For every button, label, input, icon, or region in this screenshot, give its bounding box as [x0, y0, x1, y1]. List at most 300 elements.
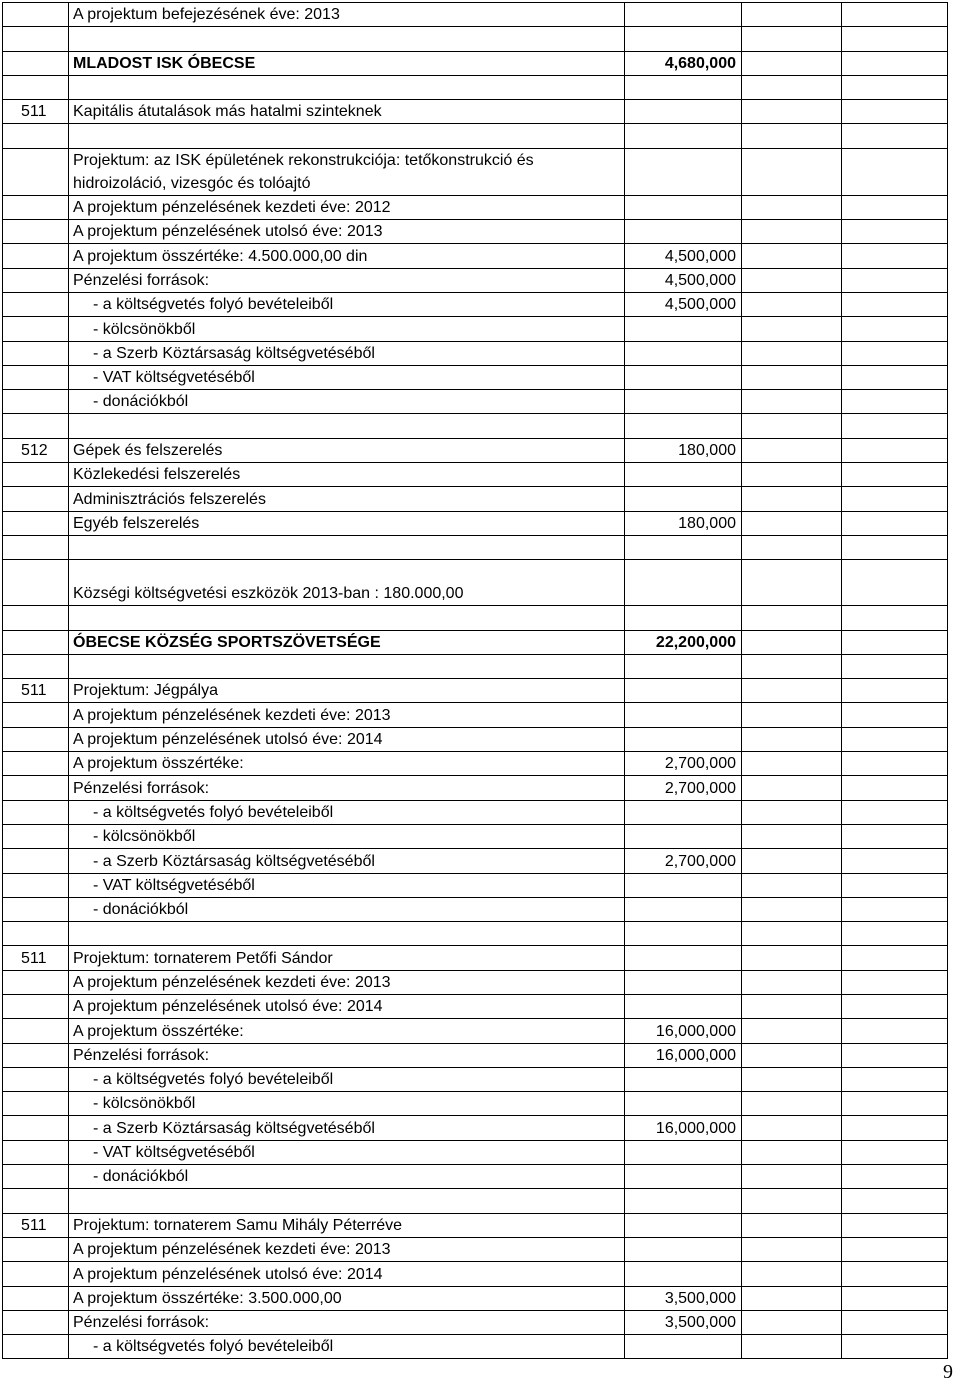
description-cell: A projektum pénzelésének utolsó éve: 2014: [69, 727, 625, 751]
empty-cell: [742, 630, 842, 654]
description-cell: - donációkból: [69, 897, 625, 921]
account-code-cell: [3, 1286, 69, 1310]
account-code-cell: [3, 341, 69, 365]
page-number: 9: [943, 1361, 953, 1383]
empty-cell: [842, 292, 948, 316]
table-row: [3, 100, 948, 124]
empty-cell: [842, 1213, 948, 1237]
empty-cell: [742, 124, 842, 148]
table-row: [3, 27, 948, 51]
description-cell: A projektum pénzelésének utolsó éve: 2014: [69, 994, 625, 1018]
table-row: [3, 630, 948, 654]
empty-cell: [842, 897, 948, 921]
account-code-cell: [3, 244, 69, 268]
empty-cell: [742, 897, 842, 921]
description-cell: [69, 27, 625, 51]
account-code-cell: [3, 292, 69, 316]
table-row: [3, 535, 948, 559]
table-row: [3, 606, 948, 630]
amount-cell: [625, 3, 742, 27]
account-code-cell: 511: [3, 1213, 69, 1237]
account-code-cell: [3, 752, 69, 776]
description-cell: [69, 654, 625, 678]
empty-cell: [742, 800, 842, 824]
amount-cell: [625, 800, 742, 824]
table-row: [3, 124, 948, 148]
account-code-cell: [3, 51, 69, 75]
account-code-cell: [3, 1189, 69, 1213]
empty-cell: [842, 414, 948, 438]
amount-cell: [625, 1189, 742, 1213]
account-code-cell: [3, 148, 69, 195]
budget-table: [2, 2, 948, 1359]
amount-cell: [625, 414, 742, 438]
empty-cell: [842, 268, 948, 292]
description-cell: - kölcsönökből: [69, 1092, 625, 1116]
description-cell: A projektum pénzelésének kezdeti éve: 2013: [69, 703, 625, 727]
empty-cell: [842, 365, 948, 389]
empty-cell: [842, 51, 948, 75]
empty-cell: [742, 414, 842, 438]
empty-cell: [742, 100, 842, 124]
amount-cell: [625, 1213, 742, 1237]
description-cell: [69, 414, 625, 438]
empty-cell: [842, 970, 948, 994]
empty-cell: [742, 703, 842, 727]
empty-cell: [742, 535, 842, 559]
table-row: [3, 946, 948, 970]
table-row: [3, 414, 948, 438]
table-row: [3, 268, 948, 292]
table-row: [3, 365, 948, 389]
amount-cell: [625, 317, 742, 341]
description-cell: - a Szerb Köztársaság költségvetéséből: [69, 1116, 625, 1140]
empty-cell: [842, 341, 948, 365]
empty-cell: [742, 752, 842, 776]
empty-cell: [842, 873, 948, 897]
account-code-cell: [3, 727, 69, 751]
amount-cell: [625, 195, 742, 219]
description-cell: - a költségvetés folyó bevételeiből: [69, 1335, 625, 1359]
empty-cell: [842, 3, 948, 27]
table-row: [3, 148, 948, 195]
empty-cell: [842, 922, 948, 946]
description-cell: A projektum összértéke: 3.500.000,00: [69, 1286, 625, 1310]
empty-cell: [842, 824, 948, 848]
amount-cell: [625, 946, 742, 970]
table-row: [3, 970, 948, 994]
description-cell: Egyéb felszerelés: [69, 511, 625, 535]
table-row: [3, 220, 948, 244]
description-cell: - VAT költségvetéséből: [69, 873, 625, 897]
empty-cell: [842, 727, 948, 751]
empty-cell: [742, 220, 842, 244]
description-cell: ÓBECSE KÖZSÉG SPORTSZÖVETSÉGE: [69, 630, 625, 654]
empty-cell: [742, 463, 842, 487]
empty-cell: [742, 1092, 842, 1116]
amount-cell: [625, 100, 742, 124]
empty-cell: [742, 511, 842, 535]
empty-cell: [842, 1189, 948, 1213]
account-code-cell: [3, 776, 69, 800]
amount-cell: [625, 1067, 742, 1091]
empty-cell: [842, 148, 948, 195]
empty-cell: [842, 317, 948, 341]
empty-cell: [742, 27, 842, 51]
table-row: [3, 292, 948, 316]
account-code-cell: [3, 511, 69, 535]
amount-cell: 2,700,000: [625, 776, 742, 800]
empty-cell: [842, 438, 948, 462]
amount-cell: [625, 1165, 742, 1189]
empty-cell: [742, 994, 842, 1018]
table-row: [3, 438, 948, 462]
empty-cell: [742, 390, 842, 414]
amount-cell: [625, 970, 742, 994]
amount-cell: [625, 824, 742, 848]
empty-cell: [742, 679, 842, 703]
empty-cell: [742, 365, 842, 389]
account-code-cell: [3, 1092, 69, 1116]
table-row: [3, 873, 948, 897]
table-row: [3, 1262, 948, 1286]
description-cell: Adminisztrációs felszerelés: [69, 487, 625, 511]
empty-cell: [842, 630, 948, 654]
account-code-cell: [3, 1335, 69, 1359]
description-cell: Közlekedési felszerelés: [69, 463, 625, 487]
amount-cell: [625, 27, 742, 51]
amount-cell: [625, 463, 742, 487]
description-cell: - kölcsönökből: [69, 824, 625, 848]
account-code-cell: [3, 1043, 69, 1067]
empty-cell: [742, 1019, 842, 1043]
empty-cell: [842, 1262, 948, 1286]
empty-cell: [842, 27, 948, 51]
table-row: [3, 1043, 948, 1067]
account-code-cell: [3, 824, 69, 848]
empty-cell: [842, 1335, 948, 1359]
empty-cell: [842, 606, 948, 630]
table-row: [3, 1189, 948, 1213]
empty-cell: [842, 124, 948, 148]
table-row: [3, 800, 948, 824]
table-row: [3, 994, 948, 1018]
empty-cell: [742, 1213, 842, 1237]
account-code-cell: [3, 535, 69, 559]
amount-cell: 180,000: [625, 511, 742, 535]
table-row: [3, 727, 948, 751]
empty-cell: [742, 946, 842, 970]
empty-cell: [742, 1262, 842, 1286]
account-code-cell: [3, 195, 69, 219]
amount-cell: 4,500,000: [625, 292, 742, 316]
empty-cell: [842, 752, 948, 776]
table-body: [3, 3, 948, 1359]
empty-cell: [842, 511, 948, 535]
amount-cell: [625, 873, 742, 897]
description-cell: - a költségvetés folyó bevételeiből: [69, 1067, 625, 1091]
amount-cell: [625, 994, 742, 1018]
empty-cell: [842, 463, 948, 487]
amount-cell: [625, 535, 742, 559]
empty-cell: [842, 849, 948, 873]
empty-cell: [842, 1067, 948, 1091]
empty-cell: [842, 487, 948, 511]
amount-cell: [625, 560, 742, 606]
empty-cell: [742, 970, 842, 994]
description-cell: Projektum: Jégpálya: [69, 679, 625, 703]
empty-cell: [742, 268, 842, 292]
account-code-cell: [3, 124, 69, 148]
account-code-cell: [3, 560, 69, 606]
empty-cell: [842, 1310, 948, 1334]
description-cell: A projektum összértéke:: [69, 1019, 625, 1043]
empty-cell: [842, 220, 948, 244]
amount-cell: [625, 124, 742, 148]
table-row: [3, 317, 948, 341]
account-code-cell: [3, 703, 69, 727]
empty-cell: [842, 560, 948, 606]
table-row: [3, 1335, 948, 1359]
description-cell: - a Szerb Köztársaság költségvetéséből: [69, 341, 625, 365]
description-cell: Pénzelési források:: [69, 268, 625, 292]
empty-cell: [742, 75, 842, 99]
table-row: [3, 1116, 948, 1140]
account-code-cell: [3, 27, 69, 51]
table-row: [3, 849, 948, 873]
empty-cell: [842, 535, 948, 559]
empty-cell: [742, 148, 842, 195]
amount-cell: 4,680,000: [625, 51, 742, 75]
description-cell: A projektum pénzelésének utolsó éve: 2013: [69, 220, 625, 244]
empty-cell: [742, 1116, 842, 1140]
account-code-cell: [3, 414, 69, 438]
account-code-cell: [3, 1140, 69, 1164]
table-row: [3, 1165, 948, 1189]
description-cell: - donációkból: [69, 1165, 625, 1189]
account-code-cell: [3, 897, 69, 921]
amount-cell: [625, 654, 742, 678]
description-cell: A projektum pénzelésének kezdeti éve: 2013: [69, 970, 625, 994]
account-code-cell: 512: [3, 438, 69, 462]
account-code-cell: [3, 268, 69, 292]
table-row: [3, 824, 948, 848]
empty-cell: [842, 946, 948, 970]
table-row: [3, 776, 948, 800]
account-code-cell: [3, 630, 69, 654]
table-row: [3, 1310, 948, 1334]
empty-cell: [742, 438, 842, 462]
table-row: [3, 244, 948, 268]
table-row: [3, 703, 948, 727]
amount-cell: [625, 897, 742, 921]
empty-cell: [842, 75, 948, 99]
account-code-cell: [3, 1310, 69, 1334]
description-cell: A projektum pénzelésének kezdeti éve: 2013: [69, 1237, 625, 1261]
account-code-cell: [3, 994, 69, 1018]
empty-cell: [742, 1286, 842, 1310]
empty-cell: [742, 849, 842, 873]
account-code-cell: [3, 220, 69, 244]
table-row: [3, 679, 948, 703]
amount-cell: 16,000,000: [625, 1019, 742, 1043]
description-cell: - VAT költségvetéséből: [69, 1140, 625, 1164]
amount-cell: [625, 1092, 742, 1116]
empty-cell: [742, 51, 842, 75]
empty-cell: [742, 1165, 842, 1189]
description-cell: [69, 606, 625, 630]
table-row: [3, 51, 948, 75]
empty-cell: [742, 1043, 842, 1067]
empty-cell: [742, 195, 842, 219]
empty-cell: [742, 341, 842, 365]
empty-cell: [842, 994, 948, 1018]
description-cell: Projektum: tornaterem Samu Mihály Péterréve: [69, 1213, 625, 1237]
empty-cell: [742, 292, 842, 316]
table-row: [3, 3, 948, 27]
table-row: [3, 341, 948, 365]
empty-cell: [742, 727, 842, 751]
empty-cell: [842, 100, 948, 124]
empty-cell: [742, 3, 842, 27]
amount-cell: 2,700,000: [625, 752, 742, 776]
amount-cell: [625, 341, 742, 365]
empty-cell: [742, 873, 842, 897]
empty-cell: [842, 1043, 948, 1067]
account-code-cell: [3, 1067, 69, 1091]
account-code-cell: [3, 390, 69, 414]
empty-cell: [742, 560, 842, 606]
description-cell: [69, 535, 625, 559]
empty-cell: [742, 1140, 842, 1164]
description-cell: Pénzelési források:: [69, 776, 625, 800]
empty-cell: [742, 487, 842, 511]
empty-cell: [742, 654, 842, 678]
empty-cell: [842, 1116, 948, 1140]
description-cell: MLADOST ISK ÓBECSE: [69, 51, 625, 75]
amount-cell: 3,500,000: [625, 1286, 742, 1310]
empty-cell: [842, 1286, 948, 1310]
empty-cell: [842, 1019, 948, 1043]
empty-cell: [742, 1310, 842, 1334]
account-code-cell: [3, 849, 69, 873]
description-cell: [69, 75, 625, 99]
empty-cell: [842, 703, 948, 727]
amount-cell: [625, 1262, 742, 1286]
description-cell: Gépek és felszerelés: [69, 438, 625, 462]
table-row: [3, 1237, 948, 1261]
amount-cell: [625, 679, 742, 703]
empty-cell: [742, 317, 842, 341]
empty-cell: [742, 776, 842, 800]
amount-cell: 180,000: [625, 438, 742, 462]
table-row: [3, 560, 948, 606]
empty-cell: [842, 1140, 948, 1164]
amount-cell: [625, 1237, 742, 1261]
account-code-cell: [3, 873, 69, 897]
table-row: [3, 1092, 948, 1116]
amount-cell: [625, 727, 742, 751]
amount-cell: 22,200,000: [625, 630, 742, 654]
description-cell: - donációkból: [69, 390, 625, 414]
description-cell: - a költségvetés folyó bevételeiből: [69, 292, 625, 316]
table-row: [3, 654, 948, 678]
empty-cell: [842, 679, 948, 703]
empty-cell: [842, 390, 948, 414]
amount-cell: 16,000,000: [625, 1116, 742, 1140]
amount-cell: [625, 365, 742, 389]
table-row: [3, 511, 948, 535]
description-cell: A projektum befejezésének éve: 2013: [69, 3, 625, 27]
description-cell: - a Szerb Köztársaság költségvetéséből: [69, 849, 625, 873]
empty-cell: [742, 244, 842, 268]
description-cell: Pénzelési források:: [69, 1310, 625, 1334]
table-row: [3, 487, 948, 511]
account-code-cell: 511: [3, 946, 69, 970]
description-cell: - a költségvetés folyó bevételeiből: [69, 800, 625, 824]
account-code-cell: [3, 654, 69, 678]
table-row: [3, 752, 948, 776]
account-code-cell: [3, 922, 69, 946]
account-code-cell: 511: [3, 100, 69, 124]
description-cell: [69, 124, 625, 148]
table-row: [3, 1140, 948, 1164]
empty-cell: [842, 800, 948, 824]
table-row: [3, 75, 948, 99]
table-row: [3, 1067, 948, 1091]
amount-cell: [625, 75, 742, 99]
description-cell: [69, 1189, 625, 1213]
description-cell: A projektum pénzelésének kezdeti éve: 2012: [69, 195, 625, 219]
account-code-cell: [3, 1237, 69, 1261]
amount-cell: 4,500,000: [625, 244, 742, 268]
description-cell: Projektum: az ISK épületének rekonstrukciója: tetőkonstrukció és hidroizoláció, vizesgóc és tolóajtó: [69, 148, 625, 195]
empty-cell: [742, 824, 842, 848]
amount-cell: 2,700,000: [625, 849, 742, 873]
amount-cell: [625, 390, 742, 414]
empty-cell: [742, 1067, 842, 1091]
amount-cell: [625, 703, 742, 727]
amount-cell: [625, 148, 742, 195]
empty-cell: [842, 1092, 948, 1116]
account-code-cell: [3, 800, 69, 824]
empty-cell: [742, 922, 842, 946]
amount-cell: [625, 220, 742, 244]
empty-cell: [742, 1237, 842, 1261]
amount-cell: [625, 1335, 742, 1359]
empty-cell: [842, 244, 948, 268]
table-row: [3, 1019, 948, 1043]
amount-cell: 4,500,000: [625, 268, 742, 292]
amount-cell: [625, 922, 742, 946]
empty-cell: [742, 1189, 842, 1213]
empty-cell: [742, 1335, 842, 1359]
description-cell: - VAT költségvetéséből: [69, 365, 625, 389]
table-row: [3, 1286, 948, 1310]
table-row: [3, 922, 948, 946]
description-cell: - kölcsönökből: [69, 317, 625, 341]
account-code-cell: [3, 970, 69, 994]
table-row: [3, 390, 948, 414]
account-code-cell: [3, 1116, 69, 1140]
empty-cell: [842, 776, 948, 800]
account-code-cell: [3, 317, 69, 341]
empty-cell: [842, 1237, 948, 1261]
table-row: [3, 1213, 948, 1237]
account-code-cell: [3, 606, 69, 630]
amount-cell: 3,500,000: [625, 1310, 742, 1334]
account-code-cell: [3, 365, 69, 389]
